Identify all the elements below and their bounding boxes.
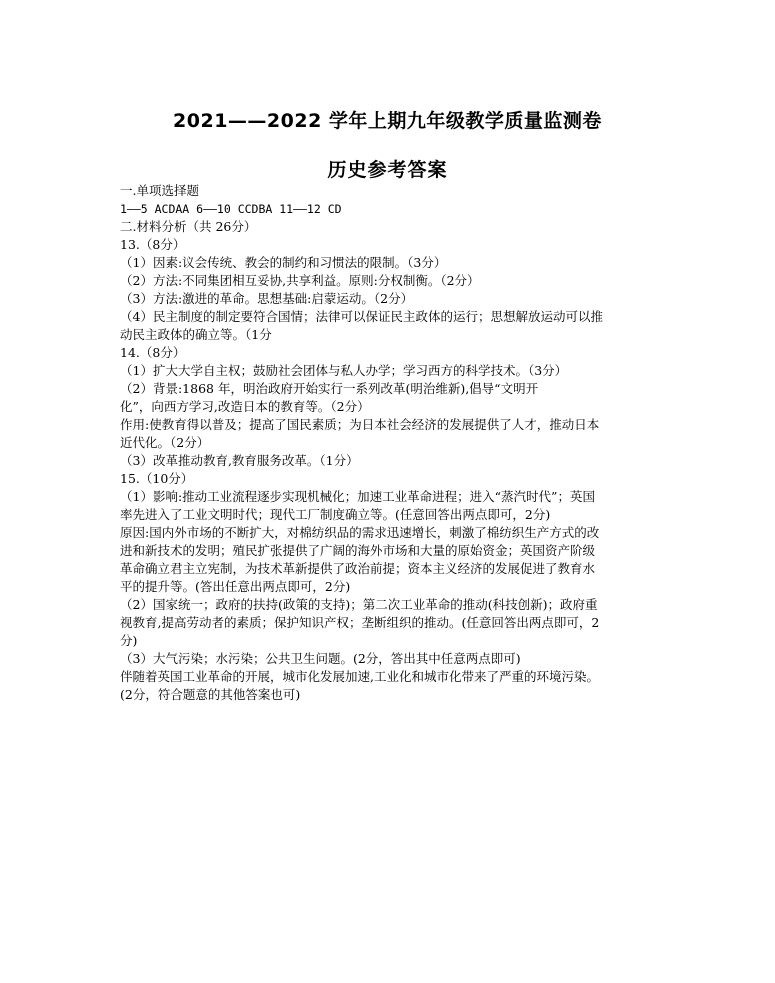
answer-line: （2）方法:不同集团相互妥协,共享利益。原则:分权制衡。（2分）: [120, 273, 480, 288]
answer-line: 动民主政体的确立等。（1分: [120, 327, 272, 342]
answer-line: （2）背景:1868 年，明治政府开始实行一系列改革(明治维新),倡导“文明开: [120, 381, 539, 396]
answer-line: 伴随着英国工业革命的开展，城市化发展加速,工业化和城市化带来了严重的环境污染。: [120, 669, 599, 684]
answer-line: 平的提升等。(答出任意出两点即可，2分): [120, 579, 351, 594]
answer-body: [120, 182, 668, 704]
answer-line: （1）扩大大学自主权；鼓励社会团体与私人办学；学习西方的科学技术。（3分）: [120, 363, 568, 378]
answer-line: 视教育,提高劳动者的素质；保护知识产权；垄断组织的推动。(任意回答出两点即可，2: [120, 615, 600, 630]
section-heading-multiple-choice: 一.单项选择题: [120, 183, 199, 198]
answer-line: 作用:使教育得以普及；提高了国民素质；为日本社会经济的发展提供了人才，推动日本: [120, 417, 600, 432]
section-heading-material-analysis: 二.材料分析（共 26分）: [120, 219, 257, 234]
document-subtitle: 历史参考答案: [327, 159, 448, 181]
document-title: 2021——2022 学年上期九年级教学质量监测卷: [173, 110, 602, 132]
answer-line: 革命确立君主立宪制，为技术革新提供了政治前提；资本主义经济的发展促进了教育水: [120, 561, 596, 576]
multiple-choice-answers: 1——5 ACDAA 6——10 CCDBA 11——12 CD: [120, 202, 342, 216]
answer-line: （3）方法:激进的革命。思想基础:启蒙运动。（2分）: [120, 291, 414, 306]
answer-line: （1）因素:议会传统、教会的制约和习惯法的限制。（3分）: [120, 255, 447, 270]
answer-line: (2分，符合题意的其他答案也可): [120, 687, 301, 702]
answer-line: 分): [120, 633, 138, 648]
answer-line: 进和新技术的发明；殖民扩张提供了广阔的海外市场和大量的原始资金；英国资产阶级: [120, 543, 596, 558]
question-13-heading: 13.（8分）: [120, 237, 186, 252]
answer-line: （1）影响:推动工业流程逐步实现机械化；加速工业革命进程；进入“蒸汽时代”；英国: [120, 489, 595, 504]
answer-line: 化”，向西方学习,改造日本的教育等。（2分）: [120, 399, 370, 414]
answer-line: 原因:国内外市场的不断扩大，对棉纺织品的需求迅速增长，刺激了棉纺织生产方式的改: [120, 525, 600, 540]
answer-line: （3）改革推动教育,教育服务改革。（1分）: [120, 453, 359, 468]
answer-line: （4）民主制度的制定要符合国情；法律可以保证民主政体的运行；思想解放运动可以推: [120, 309, 603, 324]
answer-line: （3）大气污染；水污染；公共卫生问题。(2分，答出其中任意两点即可): [120, 651, 521, 666]
answer-line: （2）国家统一；政府的扶持(政策的支持)；第二次工业革命的推动(科技创新)；政府重: [120, 597, 598, 612]
question-14-heading: 14.（8分）: [120, 345, 186, 360]
answer-line: 近代化。（2分）: [120, 435, 210, 450]
answer-line: 率先进入了工业文明时代；现代工厂制度确立等。(任意回答出两点即可，2分): [120, 507, 551, 522]
question-15-heading: 15.（10分）: [120, 471, 194, 486]
